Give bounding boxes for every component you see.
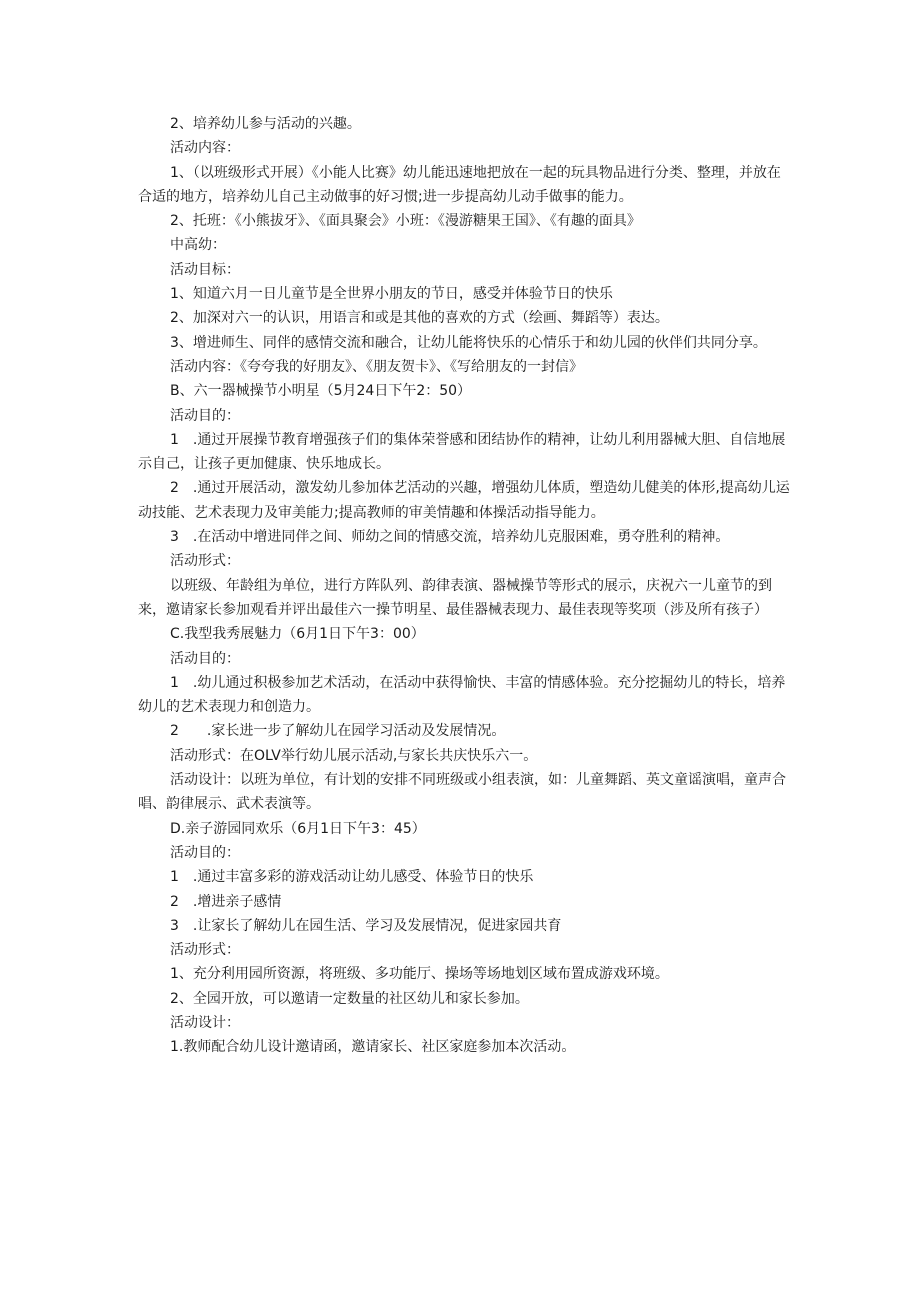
document-body xyxy=(138,112,794,1060)
paragraph: 1、充分利用园所资源，将班级、多功能厅、操场等场地划区域布置成游戏环境。 xyxy=(170,966,669,983)
paragraph: 2 .通过开展活动，激发幼儿参加体艺活动的兴趣，增强幼儿体质，塑造幼儿健美的体形,提高幼儿运动技能、艺术表现力及审美能力;提高教师的审美情趣和体操活动指导能力。 xyxy=(138,480,790,521)
paragraph: 1.教师配合幼儿设计邀请函，邀请家长、社区家庭参加本次活动。 xyxy=(170,1039,576,1056)
paragraph: 以班级、年龄组为单位，进行方阵队列、韵律表演、器械操节等形式的展示，庆祝六一儿童节的到来，邀请家长参加观看并评出最佳六一操节明星、最佳器械表现力、最佳表现等奖项（涉及所有孩子） xyxy=(138,577,772,618)
paragraph: 2、加深对六一的认识，用语言和或是其他的喜欢的方式（绘画、舞蹈等）表达。 xyxy=(170,310,669,327)
section-label: 活动目的： xyxy=(170,844,240,861)
section-label: 活动目的： xyxy=(170,650,240,667)
section-label: 活动形式： xyxy=(170,942,240,959)
paragraph: 活动设计：以班为单位，有计划的安排不同班级或小组表演，如：儿童舞蹈、英文童谣演唱，童声合唱、韵律展示、武术表演等。 xyxy=(138,772,786,813)
section-heading: C.我型我秀展魅力（6月1日下午3：00） xyxy=(170,626,425,643)
paragraph: 2 .增进亲子感情 xyxy=(170,893,282,910)
section-label: 活动形式： xyxy=(170,553,240,570)
paragraph: 1 .通过丰富多彩的游戏活动让幼儿感受、体验节日的快乐 xyxy=(170,869,534,886)
section-label: 活动内容： xyxy=(170,140,240,157)
paragraph: 1 .幼儿通过积极参加艺术活动，在活动中获得愉快、丰富的情感体验。充分挖掘幼儿的特长，培养幼儿的艺术表现力和创造力。 xyxy=(138,674,786,716)
paragraph: 2、培养幼儿参与活动的兴趣。 xyxy=(170,116,361,132)
paragraph: 2、全园开放，可以邀请一定数量的社区幼儿和家长参加。 xyxy=(170,990,529,1007)
section-heading: D.亲子游园同欢乐（6月1日下午3：45） xyxy=(170,820,426,837)
section-label: 活动目的： xyxy=(170,407,240,424)
paragraph: 3、增进师生、同伴的感情交流和融合，让幼儿能将快乐的心情乐于和幼儿园的伙伴们共同分享。 xyxy=(170,334,767,351)
paragraph: 2 .家长进一步了解幼儿在园学习活动及发展情况。 xyxy=(170,723,506,740)
section-label: 活动设计： xyxy=(170,1014,240,1031)
paragraph: 1、知道六月一日儿童节是全世界小朋友的节日，感受并体验节日的快乐 xyxy=(170,286,613,303)
paragraph: 活动形式：在OLV举行幼儿展示活动,与家长共庆快乐六一。 xyxy=(170,747,538,764)
section-label: 中高幼： xyxy=(170,237,226,254)
paragraph: 2、托班：《小熊拔牙》、《面具聚会》小班：《漫游糖果王国》、《有趣的面具》 xyxy=(170,213,641,230)
paragraph: 活动内容：《夸夸我的好朋友》、《朋友贺卡》、《写给朋友的一封信》 xyxy=(170,358,583,375)
section-heading: B、六一器械操节小明星（5月24日下午2：50） xyxy=(170,383,472,400)
section-label: 活动目标： xyxy=(170,261,240,278)
paragraph: 1、（以班级形式开展）《小能人比赛》幼儿能迅速地把放在一起的玩具物品进行分类、整理，并放在合适的地方，培养幼儿自己主动做事的好习惯;进一步提高幼儿动手做事的能力。 xyxy=(138,164,781,205)
paragraph: 3 .让家长了解幼儿在园生活、学习及发展情况，促进家园共育 xyxy=(170,917,562,934)
paragraph: 1 .通过开展操节教育增强孩子们的集体荣誉感和团结协作的精神，让幼儿利用器械大胆、自信地展示自己，让孩子更加健康、快乐地成长。 xyxy=(138,431,786,473)
paragraph: 3 .在活动中增进同伴之间、师幼之间的情感交流，培养幼儿克服困难，勇夺胜利的精神。 xyxy=(170,529,730,546)
